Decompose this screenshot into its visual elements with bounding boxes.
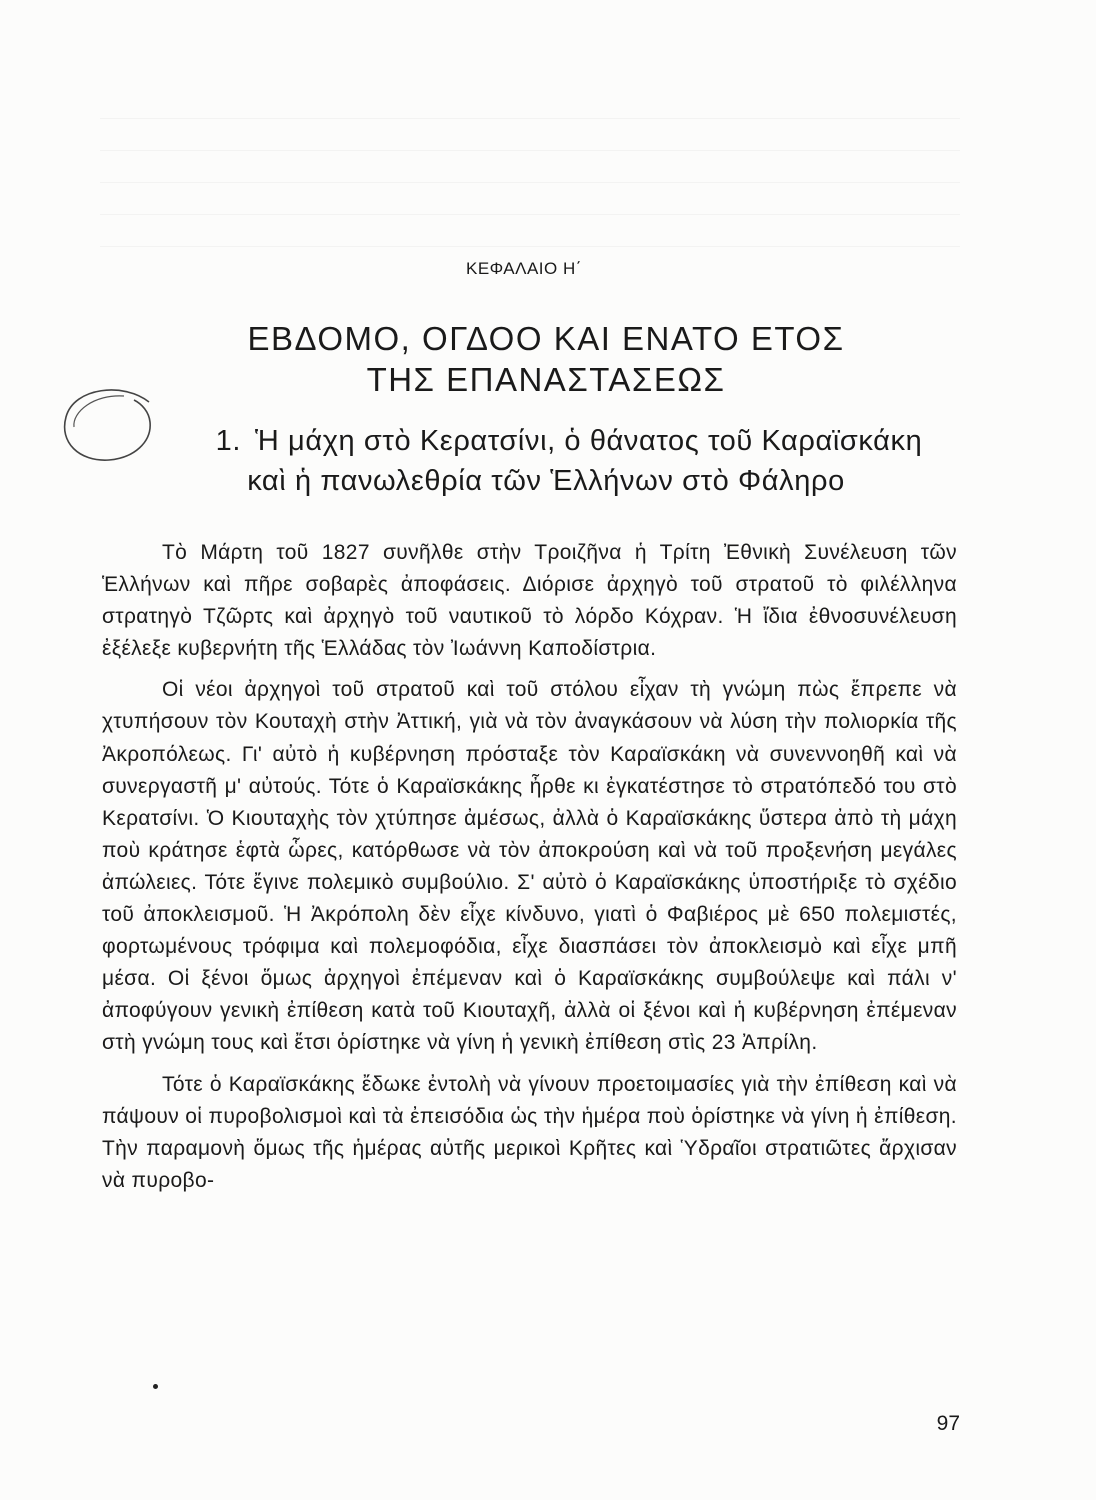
bleed-through-line [100, 214, 960, 215]
page-number: 97 [936, 1412, 960, 1435]
section-title-line-2: καὶ ἡ πανωλεθρία τῶν Ἑλλήνων στὸ Φάληρο [247, 465, 845, 497]
bleed-through-line [100, 246, 960, 247]
paragraph: Οἱ νέοι ἀρχηγοὶ τοῦ στρατοῦ καὶ τοῦ στόλου εἶχαν τὴ γνώμη πὼς ἔπρεπε νὰ χτυπήσουν τὸν Κουταχὴ στὴν Ἀττική, γιὰ νὰ τὸν ἀναγκάσουν νὰ λύση τὴν πολιορκία τῆς Ἀκροπόλεως. Γι' αὐτὸ ἡ κυβέρνηση πρόσταξε τὸν Καραϊσκάκη νὰ συνεννοηθῆ καὶ νὰ συνεργαστῆ μ' αὐτούς. Τότε ὁ Καραϊσκάκης ἦρθε κι ἐγκατέστησε τὸ στρατόπεδό του στὸ Κερατσίνι. Ὁ Κιουταχὴς τὸν χτύπησε ἀμέσως, ἀλλὰ ὁ Καραϊσκάκης ὕστερα ἀπὸ τὴ μάχη ποὺ κράτησε ἑφτὰ ὧρες, κατόρθωσε νὰ τὸν ἀποκρούση καὶ νὰ τοῦ προξενήση μεγάλες ἀπώλειες. Τότε ἔγινε πολεμικὸ συμβούλιο. Σ' αὐτὸ ὁ Καραϊσκάκης ὑποστήριξε τὸ σχέδιο τοῦ ἀποκλεισμοῦ. Ἡ Ἀκρόπολη δὲν εἶχε κίνδυνο, γιατὶ ὁ Φαβιέρος μὲ 650 πολεμιστές, φορτωμένους τρόφιμα καὶ πολεμοφόδια, εἶχε διασπάσει τὸν ἀποκλεισμὸ καὶ εἶχε μπῆ μέσα. Οἱ ξένοι ὅμως ἀρχηγοὶ ἐπέμεναν καὶ ὁ Καραϊσκάκης συμβούλεψε καὶ πάλι ν' ἀποφύγουν γενικὴ ἐπίθεση κατὰ τοῦ Κιουταχῆ, ἀλλὰ οἱ ξένοι καὶ ἡ κυβέρνηση ἐπέμεναν στὴ γνώμη τους καὶ ἔτσι ὁρίστηκε νὰ γίνη ἡ γενικὴ ἐπίθεση στὶς 23 Ἀπρίλη. [102, 678, 957, 1055]
section-number: 1. [215, 425, 241, 457]
section-title-line-1: Ἡ μάχη στὸ Κερατσίνι, ὁ θάνατος τοῦ Καραϊσκάκη [255, 425, 923, 457]
paragraph: Τὸ Μάρτη τοῦ 1827 συνῆλθε στὴν Τροιζῆνα ἡ Τρίτη Ἐθνικὴ Συνέλευση τῶν Ἑλλήνων καὶ πῆρε σοβαρὲς ἀποφάσεις. Διόρισε ἀρχηγὸ τοῦ στρατοῦ τὸ φιλέλληνα στρατηγὸ Τζῶρτς καὶ ἀρχηγὸ τοῦ ναυτικοῦ τὸ λόρδο Κόχραν. Ἡ ἴδια ἐθνοσυνέλευση ἐξέλεξε κυβερνήτη τῆς Ἑλλάδας τὸν Ἰωάννη Καποδίστρια. [102, 541, 957, 661]
body-text [102, 537, 957, 1206]
paragraph: Τότε ὁ Καραϊσκάκης ἔδωκε ἐντολὴ νὰ γίνουν προετοιμασίες γιὰ τὴν ἐπίθεση καὶ νὰ πάψουν οἱ πυροβολισμοὶ καὶ τὰ ἐπεισόδια ὡς τὴν ἡμέρα ποὺ ὁρίστηκε νὰ γίνη ἡ ἐπίθεση. Τὴν παραμονὴ ὅμως τῆς ἡμέρας αὐτῆς μερικοὶ Κρῆτες καὶ Ὑδραῖοι στρατιῶτες ἄρχισαν νὰ πυροβο- [102, 1072, 957, 1192]
section-heading [100, 421, 992, 501]
bleed-through-line [100, 150, 960, 151]
chapter-title [100, 318, 992, 400]
chapter-title-line-1: ΕΒΔΟΜΟ, ΟΓΔΟΟ ΚΑΙ ΕΝΑΤΟ ΕΤΟΣ [247, 320, 845, 357]
bleed-through-line [100, 118, 960, 119]
section-heading-line-1 [100, 421, 992, 461]
chapter-label: ΚΕΦΑΛΑΙΟ Η΄ [466, 259, 582, 278]
chapter-title-line-2: ΤΗΣ ΕΠΑΝΑΣΤΑΣΕΩΣ [366, 361, 726, 398]
ink-dot-mark [153, 1384, 158, 1389]
bleed-through-line [100, 182, 960, 183]
